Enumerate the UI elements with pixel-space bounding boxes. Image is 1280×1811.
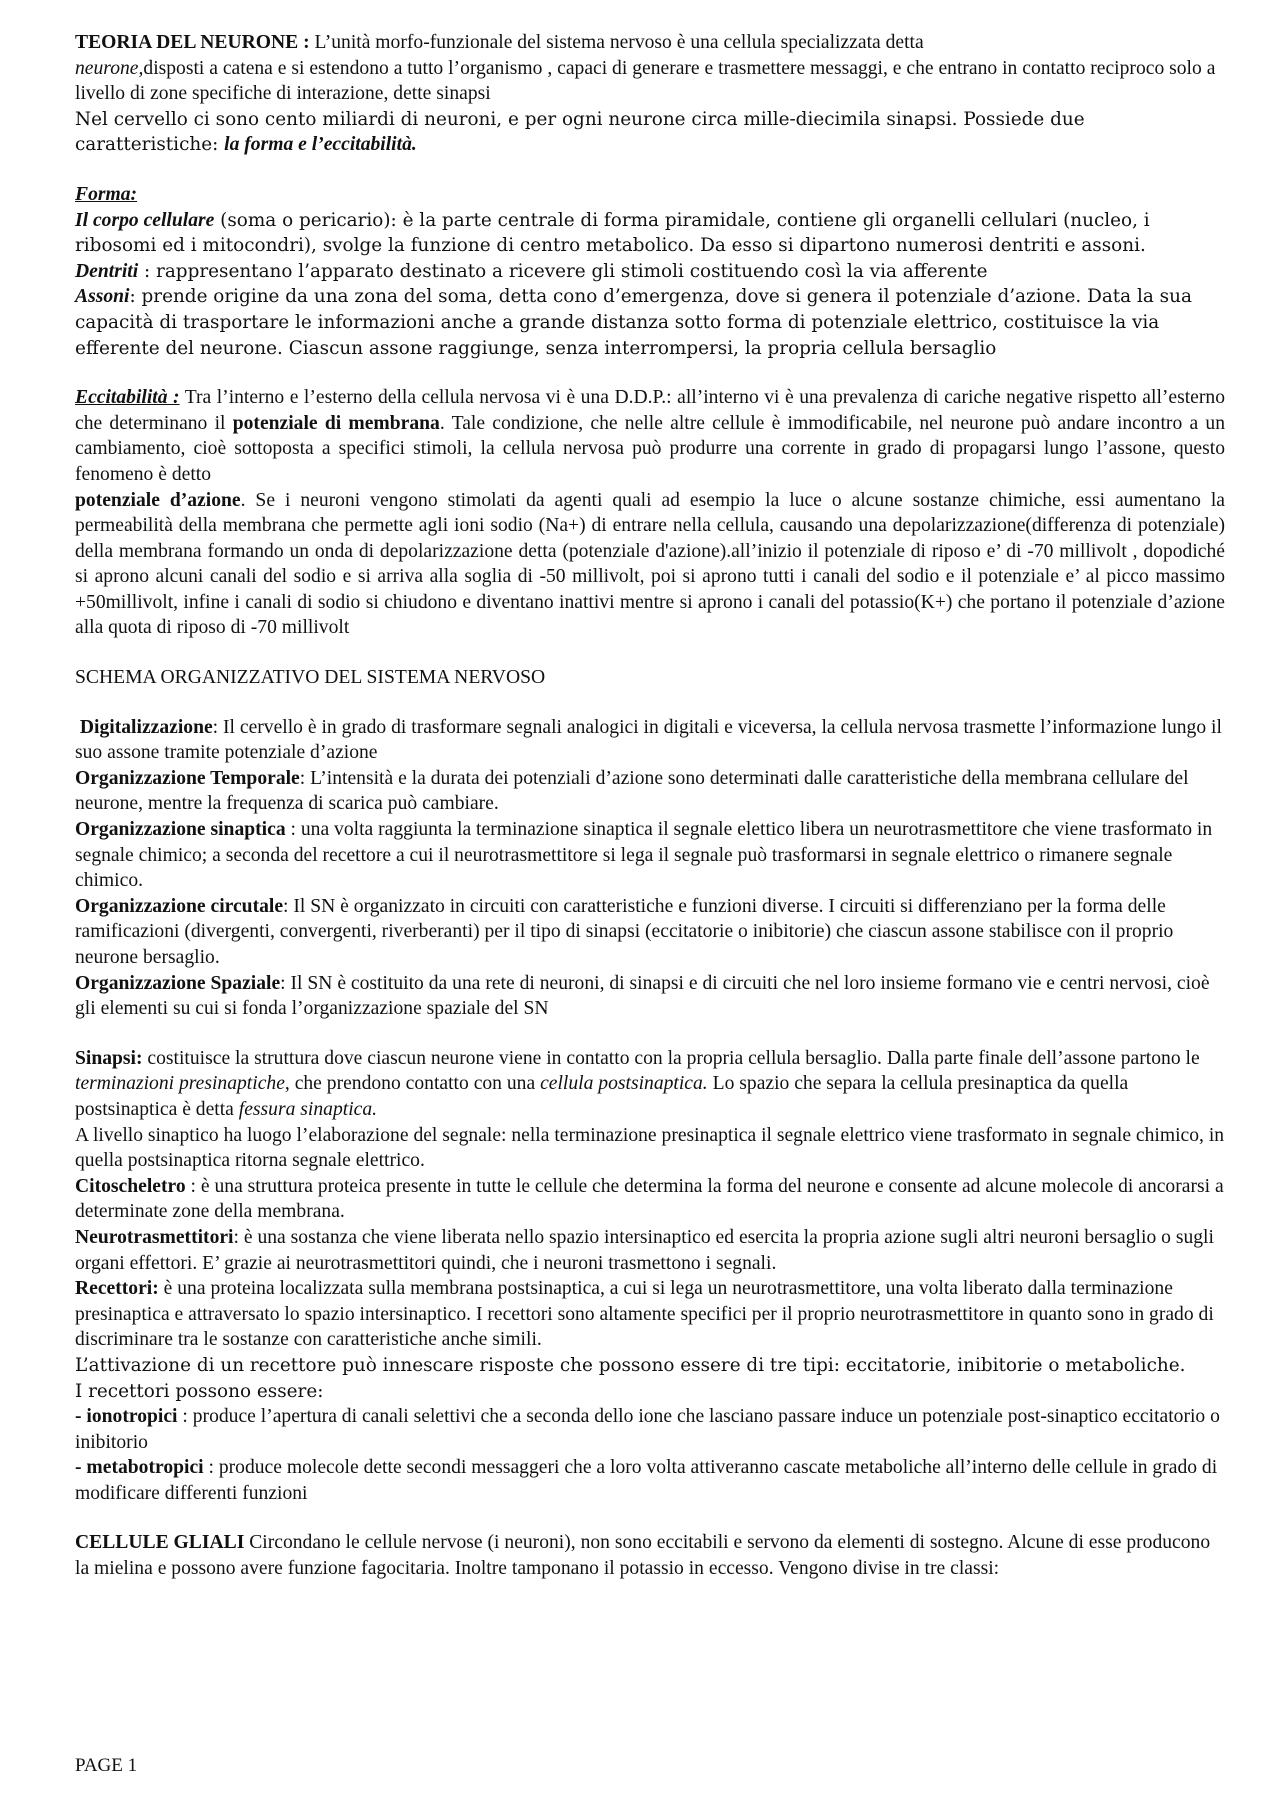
sinapsi-paragraph: Sinapsi: costituisce la struttura dove ciascun neurone viene in contatto con la propria cellula bersaglio. Dalla parte finale dell’assone partono le terminazioni presinaptiche, che prendono contatto con una cellula postsinaptica. Lo spazio che separa la cellula presinaptica da quella postsinaptica è detta fessura sinaptica. [75,1047,1200,1120]
circutale-paragraph: Organizzazione circutale: Il SN è organizzato in circuiti con caratteristiche e funzioni diverse. I circuiti si differenziano per la forma delle ramificazioni (divergenti, convergenti, riverberanti) per il tipo di sinapsi (eccitatorie o inibitorie) che ciascun assone stabilisce con il proprio neurone bersaglio. [75,895,1174,968]
eccitabilita-paragraph: Eccitabilità : Tra l’interno e l’esterno della cellula nervosa vi è una D.D.P.: all’interno vi è una prevalenza di cariche negative rispetto all’esterno che determinano il potenziale di membrana. Tale condizione, che nelle altre cellule è immodificabile, nel neurone può andare incontro a un cambiamento, cioè sottoposta a specifici stimoli, la cellula nervosa può produrre una corrente in grado di propagarsi lungo l’assone, questo fenomeno è detto potenziale d’azione. Se i neuroni vengono stimolati da agenti quali ad esempio la luce o alcune sostanze chimiche, essi aumentano la permeabilità della membrana che permette agli ioni sodio (Na+) di entrare nella cellula, causando una depolarizzazione(differenza di potenziale) della membrana formando un onda di depolarizzazione detta (potenziale d'azione).all’inizio il potenziale di riposo e’ di -70 millivolt , dopodiché si aprono alcuni canali del sodio e si arriva alla soglia di -50 millivolt, poi si aprono tutti i canali del sodio e il potenziale e’ al picco massimo +50millivolt, infine i canali di sodio si chiudono e diventano inattivi mentre si aprono i canali del potassio(K+) che portano il potenziale d’azione alla quota di riposo di -70 millivolt [75,387,1226,639]
traits-term: la forma e l’eccitabilità. [224,134,417,156]
spaziale-term: Organizzazione Spaziale [75,972,281,994]
spaziale-paragraph: Organizzazione Spaziale: Il SN è costituito da una rete di neuroni, di sinapsi e di circuiti che nel loro insieme formano vie e centri nervosi, cioè gli elementi su cui si fonda l’organizzazione spaziale del SN [75,972,1210,1020]
teoria-paragraph: TEORIA DEL NEURONE : L’unità morfo-funzionale del sistema nervoso è una cellula specializzata detta neurone,disposti a catena e si estendono a tutto l’organismo , capaci di generare e trasmettere messaggi, e che entrano in contatto reciproco solo a livello di zone specifiche di interazione, dette sinapsi [75,32,1216,105]
recettori-tipi-paragraph: I recettori possono essere: [75,1380,324,1402]
sinaptica-paragraph: Organizzazione sinaptica : una volta raggiunta la terminazione sinaptica il segnale elettico libera un neurotrasmettitore che viene trasformato in segnale chimico; a seconda del recettore a cui il neurotrasmettitore si lega il segnale può trasformarsi in segnale elettrico o rimanere segnale chimico. [75,819,1213,892]
forma-heading: Forma: [75,183,138,205]
neurotrasmettitori-term: Neurotrasmettitori [75,1226,234,1248]
glia-term: CELLULE GLIALI [75,1532,245,1554]
teoria-title: TEORIA DEL NEURONE : [75,32,310,53]
eccitabilita-heading: Eccitabilità : [75,387,180,409]
assoni-paragraph: Assoni: prende origine da una zona del soma, detta cono d’emergenza, dove si genera il potenziale d’azione. Data la sua capacità di trasportare le informazioni anche a grande distanza sotto forma di potenziale elettrico, costituisce la via efferente del neurone. Ciascun assone raggiunge, senza interrompersi, la propria cellula bersaglio [75,286,1192,359]
dentriti-paragraph: Dentriti : rappresentano l’apparato destinato a ricevere gli stimoli costituendo così la via afferente [75,260,988,282]
document-page [75,30,1225,1582]
recettori-paragraph: Recettori: è una proteina localizzata sulla membrana postsinaptica, a cui si lega un neurotrasmettitore, una volta liberato dalla terminazione presinaptica e attraversato lo spazio intersinaptico. I recettori sono altamente specifici per il proprio neurotrasmettitore in quanto sono in grado di discriminare tra le sostanze con caratteristiche anche simili. [75,1278,1214,1351]
teoria-paragraph-2: Nel cervello ci sono cento miliardi di neuroni, e per ogni neurone circa mille-diecimila sinapsi. Possiede due caratteristiche: la forma e l’eccitabilità. [75,108,1085,156]
potenziale-membrana-term: potenziale di membrana [232,412,440,434]
corpo-term: Il corpo cellulare [75,209,215,231]
citoscheletro-paragraph: Citoscheletro : è una struttura proteica presente in tutte le cellule che determina la forma del neurone e consente ad alcune molecole di ancorarsi a determinate zone della membrana. [75,1175,1224,1223]
metabotropici-term: - metabotropici [75,1457,204,1479]
digitalizzazione-paragraph: Digitalizzazione: Il cervello è in grado di trasformare segnali analogici in digitali e viceversa, la cellula nervosa trasmette l’informazione lungo il suo assone tramite potenziale d’azione [75,716,1222,764]
neurone-term: neurone, [75,57,144,79]
page-number: PAGE 1 [75,1755,138,1776]
dentriti-term: Dentriti [75,260,139,282]
assoni-term: Assoni [75,286,130,308]
schema-heading: SCHEMA ORGANIZZATIVO DEL SISTEMA NERVOSO [75,667,546,689]
elaborazione-paragraph: A livello sinaptico ha luogo l’elaborazione del segnale: nella terminazione presinaptica il segnale elettrico viene trasformato in segnale chimico, in quella postsinaptica ritorna segnale elettrico. [75,1124,1225,1172]
recettori-term: Recettori: [75,1278,159,1300]
digitalizzazione-term: Digitalizzazione [79,716,213,738]
temporale-term: Organizzazione Temporale [75,767,300,789]
circutale-term: Organizzazione circutale [75,895,284,917]
ionotropici-term: - ionotropici [75,1406,178,1428]
sinaptica-term: Organizzazione sinaptica [75,819,286,841]
metabotropici-paragraph: - metabotropici : produce molecole dette secondi messaggeri che a loro volta attiveranno cascate metaboliche all’interno delle cellule in grado di modificare differenti funzioni [75,1457,1218,1504]
glia-paragraph: CELLULE GLIALI Circondano le cellule nervose (i neuroni), non sono eccitabili e servono da elementi di sostegno. Alcune di esse producono la mielina e possono avere funzione fagocitaria. Inoltre tamponano il potassio in eccesso. Vengono divise in tre classi: [75,1532,1211,1580]
sinapsi-term: Sinapsi: [75,1047,143,1069]
attivazione-paragraph: L’attivazione di un recettore può innescare risposte che possono essere di tre tipi: eccitatorie, inibitorie o metaboliche. [75,1354,1186,1376]
ionotropici-paragraph: - ionotropici : produce l’apertura di canali selettivi che a seconda dello ione che lasciano passare induce un potenziale post-sinaptico eccitatorio o inibitorio [75,1406,1220,1453]
temporale-paragraph: Organizzazione Temporale: L’intensità e la durata dei potenziali d’azione sono determinati dalle caratteristiche della membrana cellulare del neurone, mentre la frequenza di scarica può cambiare. [75,767,1189,815]
citoscheletro-term: Citoscheletro [75,1175,186,1197]
neurotrasmettitori-paragraph: Neurotrasmettitori: è una sostanza che viene liberata nello spazio intersinaptico ed esercita la propria azione sugli altri neuroni bersaglio o sugli organi effettori. E’ grazie ai neurotrasmettitori quindi, che i neuroni trasmettono i segnali. [75,1226,1214,1274]
corpo-paragraph: Il corpo cellulare (soma o pericario): è la parte centrale di forma piramidale, contiene gli organelli cellulari (nucleo, i ribosomi ed i mitocondri), svolge la funzione di centro metabolico. Da esso si dipartono numerosi dentriti e assoni. [75,209,1150,257]
potenziale-azione-term: potenziale d’azione [75,489,241,511]
